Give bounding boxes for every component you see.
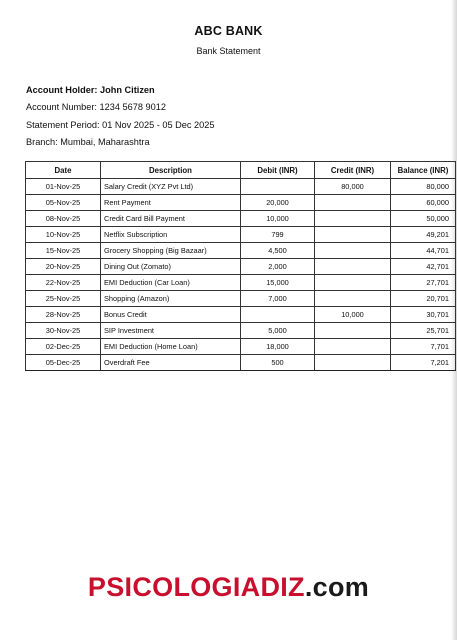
credit-cell: 10,000 bbox=[315, 307, 391, 323]
table-row bbox=[26, 275, 456, 291]
date-cell: 10-Nov-25 bbox=[26, 227, 101, 243]
debit-cell bbox=[241, 179, 315, 195]
transactions-table bbox=[25, 161, 456, 371]
date-cell: 20-Nov-25 bbox=[26, 259, 101, 275]
date-cell: 01-Nov-25 bbox=[26, 179, 101, 195]
description-cell: Shopping (Amazon) bbox=[101, 291, 241, 307]
column-header-balance: Balance (INR) bbox=[391, 162, 456, 179]
watermark-part-3: .com bbox=[304, 572, 370, 602]
watermark-part-2: DIZ bbox=[260, 572, 305, 602]
credit-cell bbox=[315, 227, 391, 243]
date-cell: 28-Nov-25 bbox=[26, 307, 101, 323]
table-header-row bbox=[26, 162, 456, 179]
debit-cell: 799 bbox=[241, 227, 315, 243]
date-cell: 05-Nov-25 bbox=[26, 195, 101, 211]
description-cell: Credit Card Bill Payment bbox=[101, 211, 241, 227]
account-holder-name: John Citizen bbox=[100, 85, 155, 95]
table-row bbox=[26, 355, 456, 371]
credit-cell bbox=[315, 211, 391, 227]
debit-cell: 4,500 bbox=[241, 243, 315, 259]
debit-cell: 15,000 bbox=[241, 275, 315, 291]
date-cell: 30-Nov-25 bbox=[26, 323, 101, 339]
table-row bbox=[26, 339, 456, 355]
credit-cell bbox=[315, 275, 391, 291]
column-header-credit: Credit (INR) bbox=[315, 162, 391, 179]
branch-value: Mumbai, Maharashtra bbox=[60, 137, 150, 147]
statement-period-label: Statement Period: bbox=[26, 120, 100, 130]
balance-cell: 20,701 bbox=[391, 291, 456, 307]
debit-cell: 20,000 bbox=[241, 195, 315, 211]
date-cell: 22-Nov-25 bbox=[26, 275, 101, 291]
credit-cell bbox=[315, 195, 391, 211]
credit-cell bbox=[315, 291, 391, 307]
account-holder-label: Account Holder: bbox=[26, 85, 98, 95]
column-header-date: Date bbox=[26, 162, 101, 179]
debit-cell: 5,000 bbox=[241, 323, 315, 339]
date-cell: 25-Nov-25 bbox=[26, 291, 101, 307]
account-holder-line bbox=[26, 85, 155, 95]
description-cell: Salary Credit (XYZ Pvt Ltd) bbox=[101, 179, 241, 195]
credit-cell bbox=[315, 355, 391, 371]
table-row bbox=[26, 243, 456, 259]
description-cell: Netflix Subscription bbox=[101, 227, 241, 243]
balance-cell: 50,000 bbox=[391, 211, 456, 227]
debit-cell: 10,000 bbox=[241, 211, 315, 227]
date-cell: 02-Dec-25 bbox=[26, 339, 101, 355]
credit-cell: 80,000 bbox=[315, 179, 391, 195]
balance-cell: 42,701 bbox=[391, 259, 456, 275]
column-header-debit: Debit (INR) bbox=[241, 162, 315, 179]
balance-cell: 44,701 bbox=[391, 243, 456, 259]
description-cell: Overdraft Fee bbox=[101, 355, 241, 371]
statement-period-value: 01 Nov 2025 - 05 Dec 2025 bbox=[102, 120, 215, 130]
table-row bbox=[26, 323, 456, 339]
account-number-value: 1234 5678 9012 bbox=[99, 102, 166, 112]
account-number-label: Account Number: bbox=[26, 102, 97, 112]
site-watermark bbox=[0, 572, 457, 603]
credit-cell bbox=[315, 323, 391, 339]
date-cell: 15-Nov-25 bbox=[26, 243, 101, 259]
column-header-description: Description bbox=[101, 162, 241, 179]
balance-cell: 7,201 bbox=[391, 355, 456, 371]
table-row bbox=[26, 211, 456, 227]
date-cell: 05-Dec-25 bbox=[26, 355, 101, 371]
watermark-part-1: PSICOLOGIA bbox=[87, 572, 261, 602]
description-cell: EMI Deduction (Car Loan) bbox=[101, 275, 241, 291]
balance-cell: 60,000 bbox=[391, 195, 456, 211]
balance-cell: 25,701 bbox=[391, 323, 456, 339]
description-cell: EMI Deduction (Home Loan) bbox=[101, 339, 241, 355]
description-cell: Grocery Shopping (Big Bazaar) bbox=[101, 243, 241, 259]
balance-cell: 27,701 bbox=[391, 275, 456, 291]
debit-cell: 2,000 bbox=[241, 259, 315, 275]
table-row bbox=[26, 307, 456, 323]
balance-cell: 80,000 bbox=[391, 179, 456, 195]
debit-cell: 7,000 bbox=[241, 291, 315, 307]
table-row bbox=[26, 227, 456, 243]
statement-period-line bbox=[26, 120, 214, 130]
credit-cell bbox=[315, 243, 391, 259]
balance-cell: 49,201 bbox=[391, 227, 456, 243]
account-number-line bbox=[26, 102, 166, 112]
description-cell: Bonus Credit bbox=[101, 307, 241, 323]
table-row bbox=[26, 195, 456, 211]
bank-name: ABC BANK bbox=[194, 24, 263, 38]
table-row bbox=[26, 179, 456, 195]
debit-cell: 500 bbox=[241, 355, 315, 371]
balance-cell: 30,701 bbox=[391, 307, 456, 323]
document-title: Bank Statement bbox=[196, 46, 261, 56]
debit-cell bbox=[241, 307, 315, 323]
balance-cell: 7,701 bbox=[391, 339, 456, 355]
description-cell: Dining Out (Zomato) bbox=[101, 259, 241, 275]
branch-label: Branch: bbox=[26, 137, 58, 147]
table-row bbox=[26, 259, 456, 275]
date-cell: 08-Nov-25 bbox=[26, 211, 101, 227]
credit-cell bbox=[315, 259, 391, 275]
debit-cell: 18,000 bbox=[241, 339, 315, 355]
credit-cell bbox=[315, 339, 391, 355]
branch-line bbox=[26, 137, 150, 147]
table-row bbox=[26, 291, 456, 307]
description-cell: SIP Investment bbox=[101, 323, 241, 339]
description-cell: Rent Payment bbox=[101, 195, 241, 211]
